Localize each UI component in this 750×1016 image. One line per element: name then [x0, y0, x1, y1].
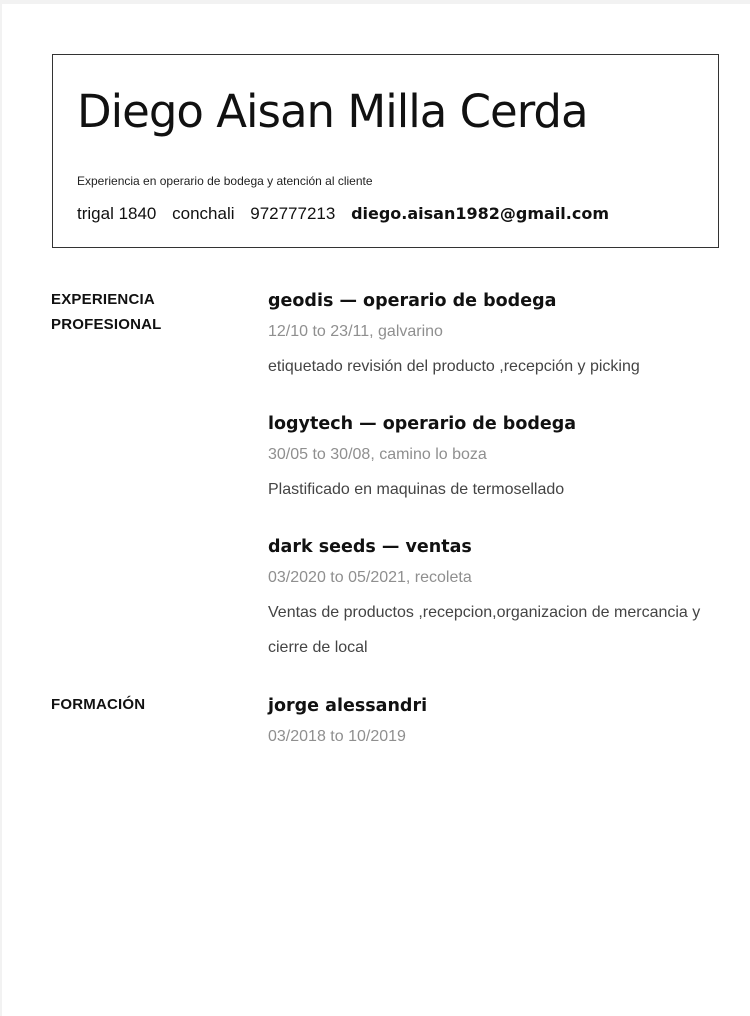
entry-title: logytech — operario de bodega: [268, 414, 577, 434]
entry-title: jorge alessandri: [268, 696, 428, 716]
experience-label-line2: PROFESIONAL: [51, 316, 162, 333]
resume-page: [2, 4, 750, 1016]
experience-section-label: [51, 287, 162, 337]
experience-entry: [268, 288, 718, 384]
candidate-name: Diego Aisan Milla Cerda: [77, 85, 588, 138]
entry-description: etiquetado revisión del producto ,recepción y picking: [268, 358, 640, 375]
entry-title: dark seeds — ventas: [268, 537, 472, 557]
entry-title: geodis — operario de bodega: [268, 291, 557, 311]
experience-entry: [268, 534, 718, 665]
experience-entry: [268, 411, 718, 507]
entry-meta: 12/10 to 23/11, galvarino: [268, 323, 443, 340]
entry-description: Ventas de productos ,recepcion,organizacion de mercancia y cierre de local: [268, 604, 701, 656]
contact-email[interactable]: diego.aisan1982@gmail.com: [351, 204, 610, 223]
experience-label-line1: EXPERIENCIA: [51, 291, 155, 308]
contact-city: conchali: [172, 204, 235, 223]
entry-meta: 03/2020 to 05/2021, recoleta: [268, 569, 472, 586]
entry-meta: 03/2018 to 10/2019: [268, 728, 406, 745]
tagline: Experiencia en operario de bodega y atención al cliente: [77, 174, 373, 188]
header-box: [52, 54, 719, 248]
contact-address: trigal 1840: [77, 204, 157, 223]
entry-description: Plastificado en maquinas de termosellado: [268, 481, 565, 498]
education-section-label: FORMACIÓN: [51, 696, 146, 713]
contact-line: [77, 204, 609, 224]
education-entry: [268, 693, 718, 750]
entry-meta: 30/05 to 30/08, camino lo boza: [268, 446, 487, 463]
contact-phone: 972777213: [250, 204, 336, 223]
